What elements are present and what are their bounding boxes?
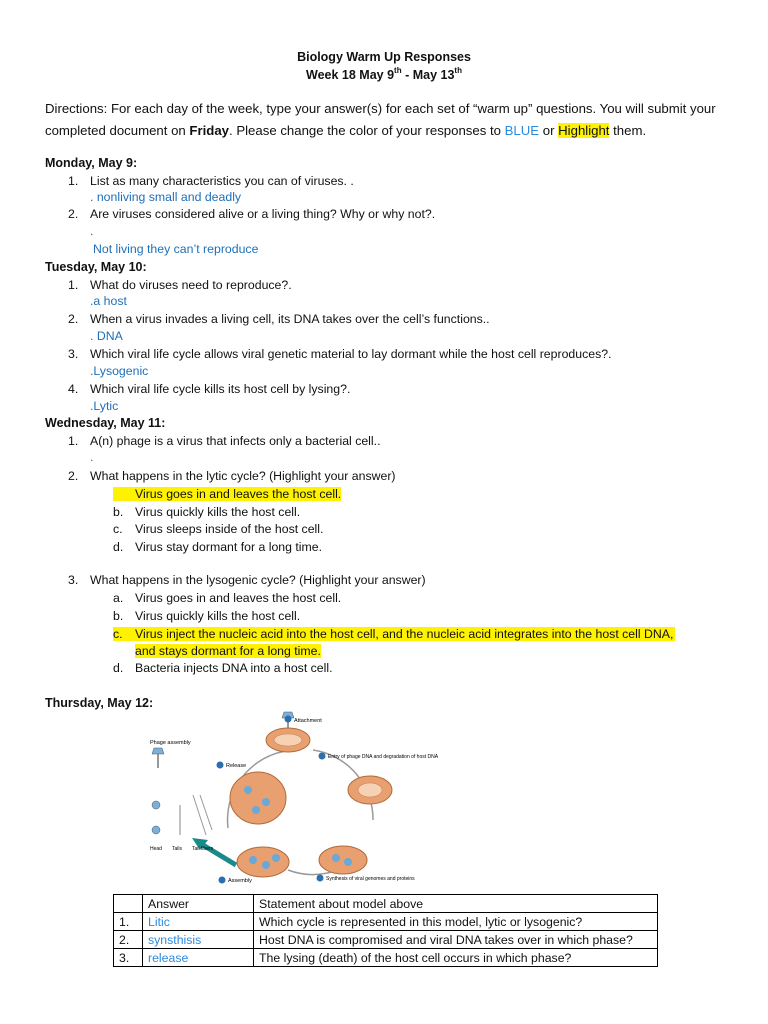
monday-heading: Monday, May 9: — [45, 156, 138, 170]
tuesday-answer-2[interactable]: . DNA — [90, 329, 123, 343]
host-dna — [358, 783, 382, 797]
step-4-marker — [219, 877, 226, 884]
row-number: 2. — [114, 931, 143, 949]
table-row — [114, 931, 658, 949]
monday-question-2: Are viruses considered alive or a living thing? Why or why not?. — [90, 207, 436, 221]
label-phage-assembly: Phage assembly — [150, 740, 191, 746]
wednesday-question-2: What happens in the lytic cycle? (Highlight your answer) — [90, 469, 396, 483]
label-entry — [328, 754, 439, 760]
label-synthesis: Synthesis of viral genomes and proteins — [326, 876, 415, 882]
question-number: 2. — [68, 469, 79, 483]
label-entry-line: Entry of phage DNA and degradation of host DNA — [328, 754, 439, 760]
directions-text-2: . Please change the color of your responses to — [229, 123, 505, 138]
document-title: Biology Warm Up Responses — [297, 50, 471, 64]
step-1-marker — [285, 716, 292, 723]
row-number: 3. — [114, 949, 143, 967]
lysogenic-option-b[interactable]: Virus quickly kills the host cell. — [135, 609, 301, 623]
week-sup-1: th — [394, 66, 402, 75]
step-2-marker — [319, 753, 326, 760]
tuesday-answer-3[interactable]: .Lysogenic — [90, 364, 149, 378]
directions-highlight-word: Highlight — [558, 123, 610, 138]
row-number: 1. — [114, 913, 143, 931]
row-answer[interactable]: release — [143, 949, 254, 967]
tuesday-heading: Tuesday, May 10: — [45, 260, 147, 274]
directions-or: or — [539, 123, 559, 138]
phage-head-part — [152, 826, 160, 834]
step-5-marker — [217, 762, 224, 769]
week-end: - May 13 — [401, 68, 455, 82]
label-release: Release — [226, 763, 247, 769]
question-number: 4. — [68, 382, 79, 396]
viral-protein — [332, 854, 340, 862]
wednesday-answer-1[interactable]: . — [90, 450, 94, 464]
table-header-answer: Answer — [143, 895, 254, 913]
bacterium-cell-4 — [237, 847, 289, 877]
viral-protein — [262, 798, 270, 806]
question-number: 1. — [68, 278, 79, 292]
tuesday-question-1: What do viruses need to reproduce?. — [90, 278, 292, 292]
question-number: 2. — [68, 312, 79, 326]
row-statement: Which cycle is represented in this model, lytic or lysogenic? — [254, 913, 658, 931]
week-sup-2: th — [454, 66, 462, 75]
viral-protein — [252, 806, 260, 814]
viral-protein — [249, 856, 257, 864]
step-3-marker — [317, 875, 324, 882]
table-row — [114, 949, 658, 967]
wednesday-heading: Wednesday, May 11: — [45, 416, 166, 430]
question-number: 1. — [68, 434, 79, 448]
directions-blue-word: BLUE — [504, 123, 540, 138]
phage-head — [152, 748, 164, 754]
wednesday-question-3: What happens in the lysogenic cycle? (Highlight your answer) — [90, 573, 426, 587]
row-answer[interactable]: synsthisis — [143, 931, 254, 949]
option-letter: c. — [113, 627, 123, 641]
tuesday-question-4: Which viral life cycle kills its host cell by lysing?. — [90, 382, 351, 396]
tuesday-answer-4[interactable]: .Lytic — [90, 399, 119, 413]
label-tails: Tails — [172, 846, 183, 852]
table-header-num — [114, 895, 143, 913]
tuesday-question-3: Which viral life cycle allows viral genetic material to lay dormant while the host cell reproduces?. — [90, 347, 612, 361]
wednesday-question-1: A(n) phage is a virus that infects only a bacterial cell.. — [90, 434, 381, 448]
label-attachment: Attachment — [294, 718, 322, 724]
monday-answer-2[interactable]: Not living they can’t reproduce — [93, 242, 259, 256]
phage-head-part — [152, 801, 160, 809]
option-letter: b. — [113, 609, 124, 623]
option-letter: c. — [113, 522, 123, 536]
viral-protein — [272, 854, 280, 862]
lytic-option-d[interactable]: Virus stay dormant for a long time. — [135, 540, 323, 554]
viral-protein — [262, 861, 270, 869]
question-number: 2. — [68, 207, 79, 221]
option-letter: d. — [113, 661, 124, 675]
table-header-statement: Statement about model above — [254, 895, 658, 913]
tuesday-question-2: When a virus invades a living cell, its DNA takes over the cell’s functions.. — [90, 312, 490, 326]
option-letter: a. — [113, 591, 124, 605]
label-assembly: Assembly — [228, 878, 252, 884]
monday-answer-2-dot[interactable]: . — [90, 224, 94, 238]
question-number: 3. — [68, 573, 79, 587]
bacterium-cell-3 — [319, 846, 367, 874]
lytic-option-b[interactable]: Virus quickly kills the host cell. — [135, 505, 301, 519]
question-number: 3. — [68, 347, 79, 361]
row-statement: Host DNA is compromised and viral DNA takes over in which phase? — [254, 931, 658, 949]
lytic-option-a-highlighted[interactable]: Virus goes in and leaves the host cell. — [113, 487, 341, 501]
viral-protein — [244, 786, 252, 794]
label-tail-fibers: Tail fibers — [192, 846, 214, 852]
viral-protein — [344, 858, 352, 866]
table-row — [114, 913, 658, 931]
lysogenic-option-c-text: Virus inject the nucleic acid into the host cell, and the nucleic acid integrates into the host cell DNA, — [135, 627, 674, 641]
label-head: Head — [150, 846, 162, 852]
directions-text-1: Directions: For each day of the week, type your answer(s) for each set of “warm up” questions. You will submit your completed document on — [45, 101, 716, 138]
option-letter: b. — [113, 505, 124, 519]
directions — [45, 98, 735, 142]
directions-text-3: them. — [609, 123, 647, 138]
question-number: 1. — [68, 174, 79, 188]
week-start: Week 18 May 9 — [306, 68, 395, 82]
week-line — [0, 68, 768, 82]
lytic-cycle-diagram — [148, 710, 439, 890]
directions-friday: Friday — [189, 123, 229, 138]
thursday-heading: Thursday, May 12: — [45, 696, 154, 710]
row-statement: The lysing (death) of the host cell occurs in which phase? — [254, 949, 658, 967]
answer-table — [113, 894, 658, 967]
table-header-row — [114, 895, 658, 913]
lysogenic-option-c-highlighted[interactable] — [113, 627, 675, 641]
row-answer[interactable]: Litic — [143, 913, 254, 931]
monday-question-1: List as many characteristics you can of viruses. . — [90, 174, 354, 188]
lytic-option-c[interactable]: Virus sleeps inside of the host cell. — [135, 522, 324, 536]
host-dna — [274, 734, 302, 746]
lysogenic-option-c-continued[interactable]: and stays dormant for a long time. — [135, 644, 321, 658]
option-letter: d. — [113, 540, 124, 554]
bursting-cell — [230, 772, 286, 824]
monday-answer-1[interactable]: . nonliving small and deadly — [90, 190, 242, 204]
lysogenic-option-a[interactable]: Virus goes in and leaves the host cell. — [135, 591, 342, 605]
lysogenic-option-d[interactable]: Bacteria injects DNA into a host cell. — [135, 661, 333, 675]
tuesday-answer-1[interactable]: .a host — [90, 294, 127, 308]
